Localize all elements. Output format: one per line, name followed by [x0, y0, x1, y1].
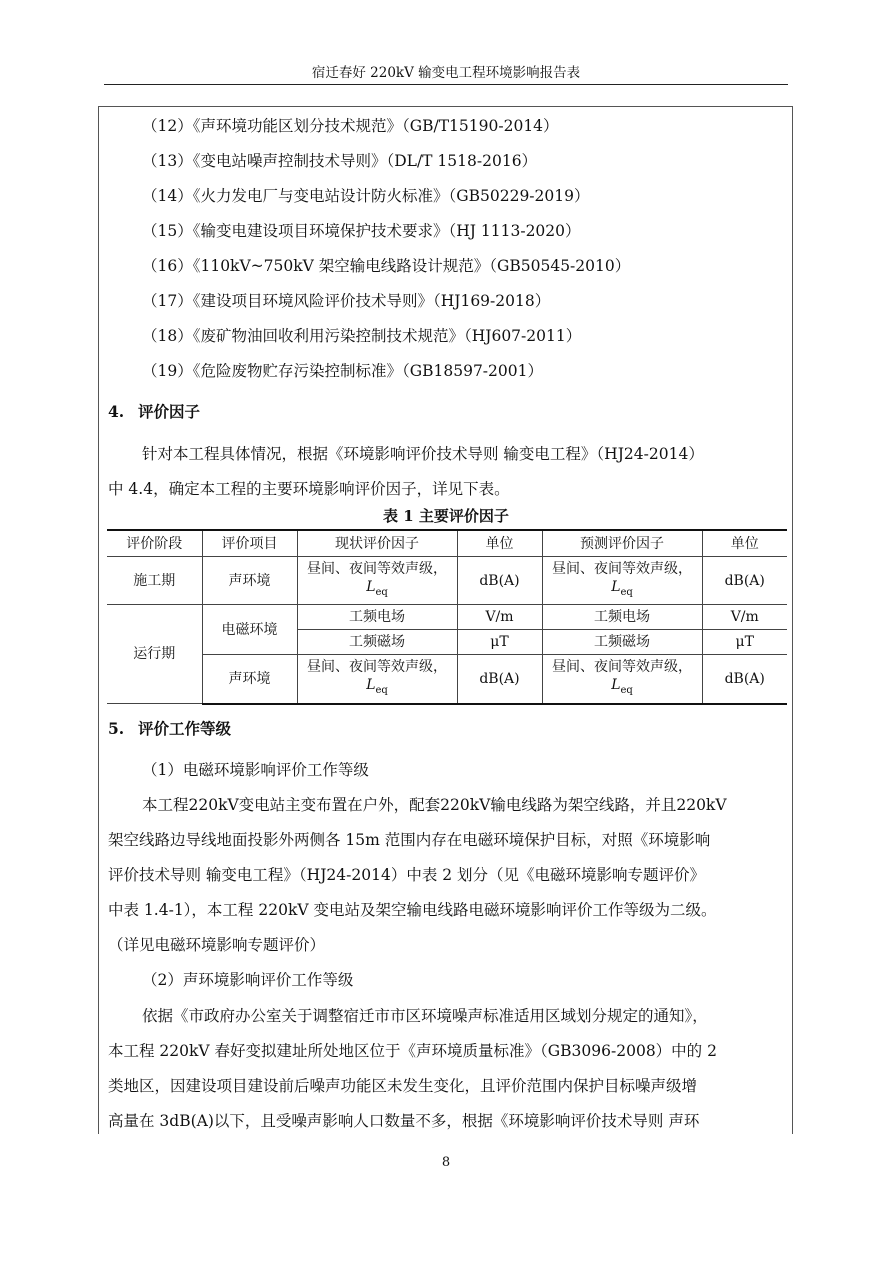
table-row: [107, 655, 787, 704]
paragraph-line: 类地区，因建设项目建设前后噪声功能区未发生变化，且评价范围内保护目标噪声级增: [108, 1077, 698, 1095]
table-header-cell: 现状评价因子: [297, 530, 457, 557]
table-header-cell: 评价项目: [202, 530, 297, 557]
noise-factor-text: 昼间、夜间等效声级，: [307, 560, 447, 577]
predicted-factor-cell: [542, 557, 702, 605]
stage-cell: 施工期: [107, 557, 202, 605]
predicted-factor-cell: 工频电场: [542, 605, 702, 630]
evaluation-factor-table: [107, 529, 787, 705]
unit-cell: dB(A): [457, 655, 542, 704]
paragraph-line: （详见电磁环境影响专题评价）: [108, 936, 326, 954]
item-cell: 电磁环境: [202, 605, 297, 655]
standard-item-12: （12）《声环境功能区划分技术规范》（GB/T15190-2014）: [142, 117, 559, 135]
item-cell: 声环境: [202, 655, 297, 704]
subsection-heading: （1）电磁环境影响评价工作等级: [142, 761, 369, 779]
predicted-factor-cell: [542, 655, 702, 704]
unit-cell: dB(A): [702, 557, 787, 605]
unit-cell: V/m: [457, 605, 542, 630]
current-factor-cell: 工频磁场: [297, 630, 457, 655]
current-factor-cell: [297, 655, 457, 704]
standard-item-15: （15）《输变电建设项目环境保护技术要求》（HJ 1113-2020）: [142, 222, 581, 240]
header-rule: [104, 84, 788, 85]
unit-cell: μT: [702, 630, 787, 655]
table-header-cell: 单位: [457, 530, 542, 557]
standard-item-14: （14）《火力发电厂与变电站设计防火标准》（GB50229-2019）: [142, 187, 590, 205]
noise-factor-text: 昼间、夜间等效声级，: [552, 560, 692, 577]
leq-symbol: $L_{eq}$: [611, 676, 633, 696]
leq-symbol: $L_{eq}$: [611, 578, 633, 598]
leq-symbol: $L_{eq}$: [366, 676, 388, 696]
section-4-para-line: 中 4.4，确定本工程的主要环境影响评价因子，详见下表。: [108, 480, 510, 498]
standard-item-16: （16）《110kV~750kV 架空输电线路设计规范》（GB50545-2010）: [142, 257, 631, 275]
noise-factor-text: 昼间、夜间等效声级，: [552, 658, 692, 675]
unit-cell: dB(A): [457, 557, 542, 605]
paragraph-line: 本工程 220kV 春好变拟建址所处地区位于《声环境质量标准》（GB3096-2008）中的 2: [108, 1042, 717, 1060]
leq-symbol: $L_{eq}$: [366, 578, 388, 598]
header-title: 宿迁春好 220kV 输变电工程环境影响报告表: [311, 65, 581, 81]
table-row: [107, 605, 787, 630]
section-5-heading: [108, 719, 231, 739]
paragraph-line: 中表 1.4-1），本工程 220kV 变电站及架空输电线路电磁环境影响评价工作等级为二级。: [108, 901, 717, 919]
standard-item-13: （13）《变电站噪声控制技术导则》（DL/T 1518-2016）: [142, 152, 538, 170]
page-number: 8: [441, 1155, 451, 1170]
section-4-title: 评价因子: [138, 402, 201, 421]
unit-cell: dB(A): [702, 655, 787, 704]
table-header-cell: 预测评价因子: [542, 530, 702, 557]
unit-cell: μT: [457, 630, 542, 655]
stage-cell: 运行期: [107, 605, 202, 704]
subsection-heading: （2）声环境影响评价工作等级: [142, 971, 354, 989]
section-5-number: 5.: [108, 719, 125, 738]
predicted-factor-cell: 工频磁场: [542, 630, 702, 655]
standard-item-18: （18）《废矿物油回收利用污染控制技术规范》（HJ607-2011）: [142, 327, 582, 345]
table-header-cell: 单位: [702, 530, 787, 557]
table-caption: 表 1 主要评价因子: [383, 507, 509, 525]
standard-item-19: （19）《危险废物贮存污染控制标准》（GB18597-2001）: [142, 362, 543, 380]
paragraph-line: 依据《市政府办公室关于调整宿迁市市区环境噪声标准适用区域划分规定的通知》，: [142, 1007, 708, 1025]
paragraph-line: 高量在 3dB(A)以下，且受噪声影响人口数量不多，根据《环境影响评价技术导则 声环: [108, 1112, 700, 1130]
section-4-heading: [108, 402, 200, 422]
section-4-number: 4.: [108, 402, 125, 421]
current-factor-cell: 工频电场: [297, 605, 457, 630]
paragraph-line: 本工程220kV变电站主变布置在户外，配套220kV输电线路为架空线路，并且220kV: [142, 796, 727, 814]
unit-cell: V/m: [702, 605, 787, 630]
standard-item-17: （17）《建设项目环境风险评价技术导则》（HJ169-2018）: [142, 292, 551, 310]
section-5-title: 评价工作等级: [138, 719, 232, 738]
item-cell: 声环境: [202, 557, 297, 605]
table-header-row: [107, 530, 787, 557]
paragraph-line: 架空线路边导线地面投影外两侧各 15m 范围内存在电磁环境保护目标，对照《环境影响: [108, 831, 711, 849]
current-factor-cell: [297, 557, 457, 605]
table-header-cell: 评价阶段: [107, 530, 202, 557]
paragraph-line: 评价技术导则 输变电工程》（HJ24-2014）中表 2 划分（见《电磁环境影响专题评价》: [108, 866, 706, 884]
noise-factor-text: 昼间、夜间等效声级，: [307, 658, 447, 675]
table-row: [107, 557, 787, 605]
section-4-para-line: 针对本工程具体情况，根据《环境影响评价技术导则 输变电工程》（HJ24-2014）: [142, 445, 704, 463]
